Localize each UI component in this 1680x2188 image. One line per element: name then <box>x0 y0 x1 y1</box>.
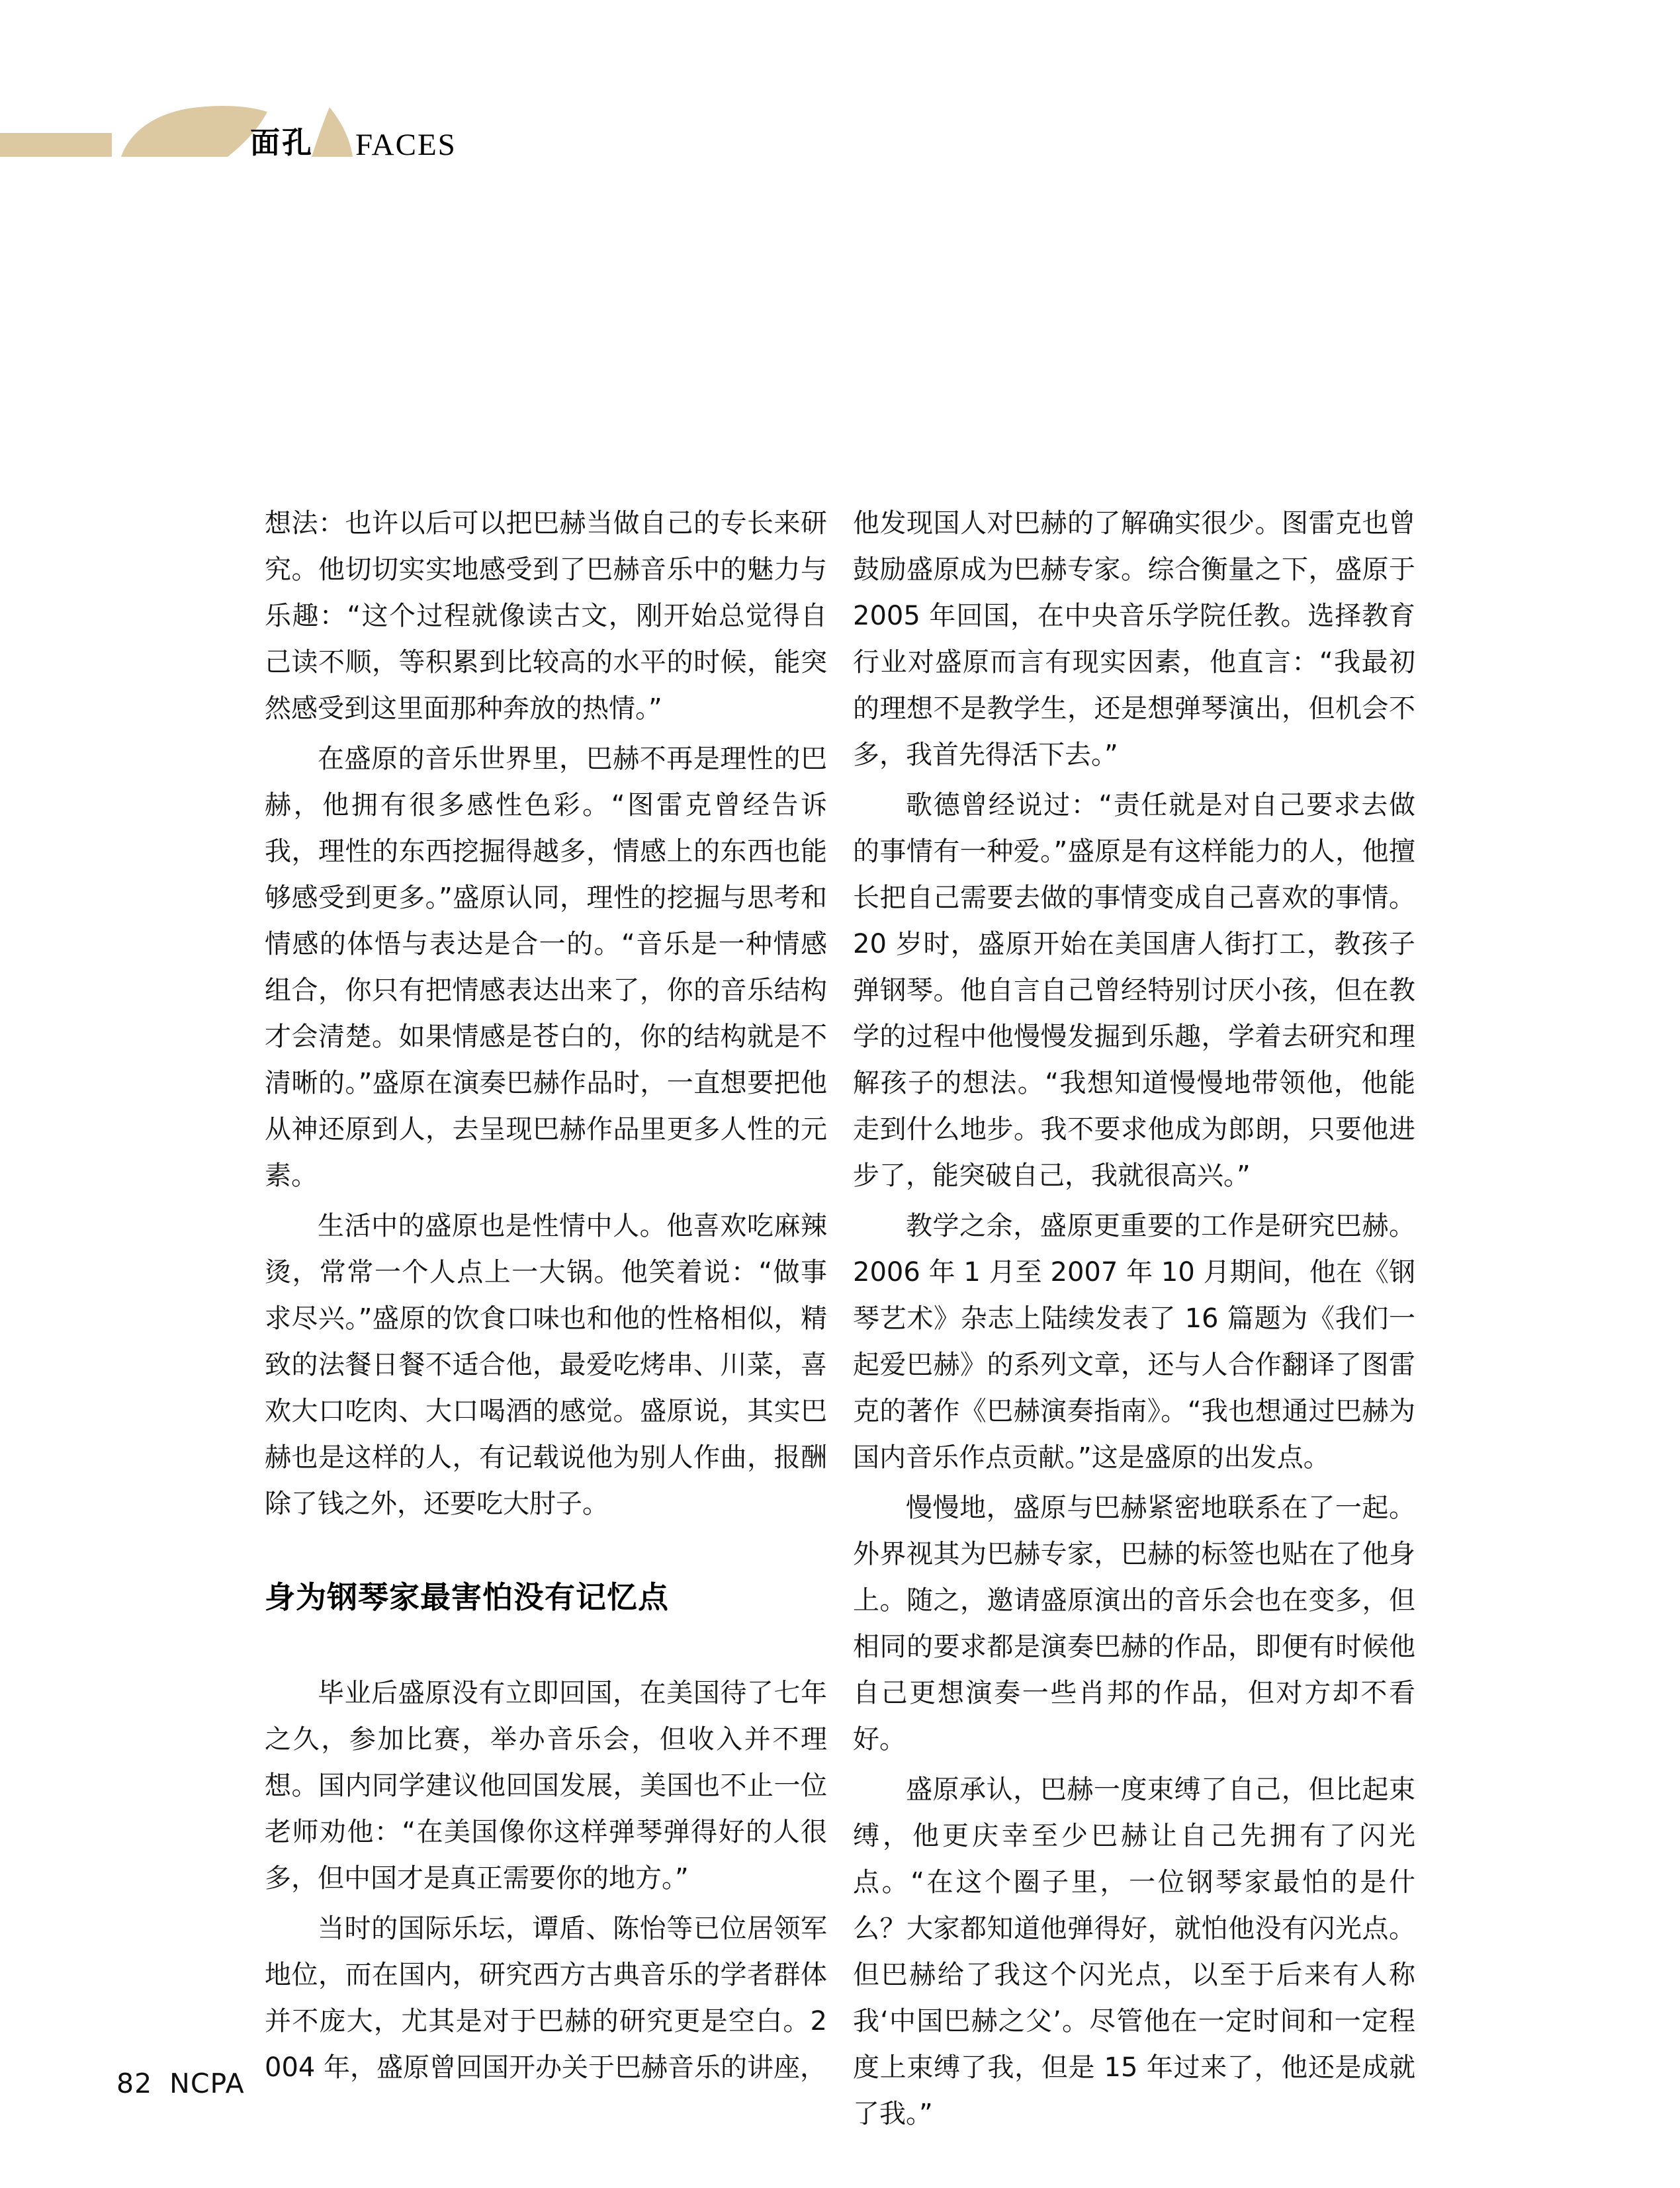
article-column-right <box>853 500 1415 2141</box>
section-heading: 身为钢琴家最害怕没有记忆点 <box>265 1579 669 1615</box>
article-column-left <box>265 500 827 2095</box>
magazine-brand: NCPA <box>169 2068 245 2099</box>
paragraph: 歌德曾经说过：“责任就是对自己要求去做的事情有一种爱。”盛原是有这样能力的人，他擅长把自己需要去做的事情变成自己喜欢的事情。20 岁时，盛原开始在美国唐人街打工，教孩子弹钢琴。他自言自己曾经特别讨厌小孩，但在教学的过程中他慢慢发掘到乐趣，学着去研究和理解孩子的想法。“我想知道慢慢地带领他，他能走到什么地步。我不要求他成为郎朗，只要他进步了，能突破自己，我就很高兴。” <box>853 790 1415 1191</box>
paragraph: 毕业后盛原没有立即回国，在美国待了七年之久，参加比赛，举办音乐会，但收入并不理想。国内同学建议他回国发展，美国也不止一位老师劝他：“在美国像你这样弹琴弹得好的人很多，但中国才是真正需要你的地方。” <box>265 1678 827 1894</box>
header-leaf-shape <box>121 106 267 157</box>
paragraph: 慢慢地，盛原与巴赫紧密地联系在了一起。外界视其为巴赫专家，巴赫的标签也贴在了他身上。随之，邀请盛原演出的音乐会也在变多，但相同的要求都是演奏巴赫的作品，即便有时候他自己更想演奏一些肖邦的作品，但对方却不看好。 <box>853 1493 1415 1755</box>
paragraph: 想法：也许以后可以把巴赫当做自己的专长来研究。他切切实实地感受到了巴赫音乐中的魅力与乐趣：“这个过程就像读古文，刚开始总觉得自己读不顺，等积累到比较高的水平的时候，能突然感受到这里面那种奔放的热情。” <box>265 508 827 724</box>
paragraph: 他发现国人对巴赫的了解确实很少。图雷克也曾鼓励盛原成为巴赫专家。综合衡量之下，盛原于 2005 年回国，在中央音乐学院任教。选择教育行业对盛原而言有现实因素，他直言：“我最初的理想不是教学生，还是想弹琴演出，但机会不多，我首先得活下去。” <box>853 508 1415 770</box>
page-footer <box>116 2068 245 2099</box>
paragraph: 在盛原的音乐世界里，巴赫不再是理性的巴赫，他拥有很多感性色彩。“图雷克曾经告诉我，理性的东西挖掘得越多，情感上的东西也能够感受到更多。”盛原认同，理性的挖掘与思考和情感的体悟与表达是合一的。“音乐是一种情感组合，你只有把情感表达出来了，你的音乐结构才会清楚。如果情感是苍白的，你的结构就是不清晰的。”盛原在演奏巴赫作品时，一直想要把他从神还原到人，去呈现巴赫作品里更多人性的元素。 <box>265 744 827 1191</box>
header-ribbon-graphic <box>0 0 596 212</box>
paragraph: 生活中的盛原也是性情中人。他喜欢吃麻辣烫，常常一个人点上一大锅。他笑着说：“做事求尽兴。”盛原的饮食口味也和他的性格相似，精致的法餐日餐不适合他，最爱吃烤串、川菜，喜欢大口吃肉、大口喝酒的感觉。盛原说，其实巴赫也是这样的人，有记载说他为别人作曲，报酬除了钱之外，还要吃大肘子。 <box>265 1211 827 1519</box>
section-title-en: FACES <box>355 128 457 162</box>
header-wave-shape <box>312 107 353 157</box>
page-header <box>0 0 596 212</box>
paragraph: 盛原承认，巴赫一度束缚了自己，但比起束缚，他更庆幸至少巴赫让自己先拥有了闪光点。“在这个圈子里，一位钢琴家最怕的是什么？大家都知道他弹得好，就怕他没有闪光点。但巴赫给了我这个闪光点，以至于后来有人称我‘中国巴赫之父’。尽管他在一定时间和一定程度上束缚了我，但是 15 年过来了，他还是成就了我。” <box>853 1774 1415 2129</box>
section-title-zh: 面孔 <box>250 125 314 160</box>
paragraph: 教学之余，盛原更重要的工作是研究巴赫。2006 年 1 月至 2007 年 10 月期间，他在《钢琴艺术》杂志上陆续发表了 16 篇题为《我们一起爱巴赫》的系列文章，还与人合作翻译了图雷克的著作《巴赫演奏指南》。“我也想通过巴赫为国内音乐作点贡献。”这是盛原的出发点。 <box>853 1211 1415 1473</box>
page-number: 82 <box>116 2068 153 2099</box>
paragraph: 当时的国际乐坛，谭盾、陈怡等已位居领军地位，而在国内，研究西方古典音乐的学者群体并不庞大，尤其是对于巴赫的研究更是空白。2004 年，盛原曾回国开办关于巴赫音乐的讲座， <box>265 1913 827 2083</box>
header-bar-shape <box>0 133 112 157</box>
